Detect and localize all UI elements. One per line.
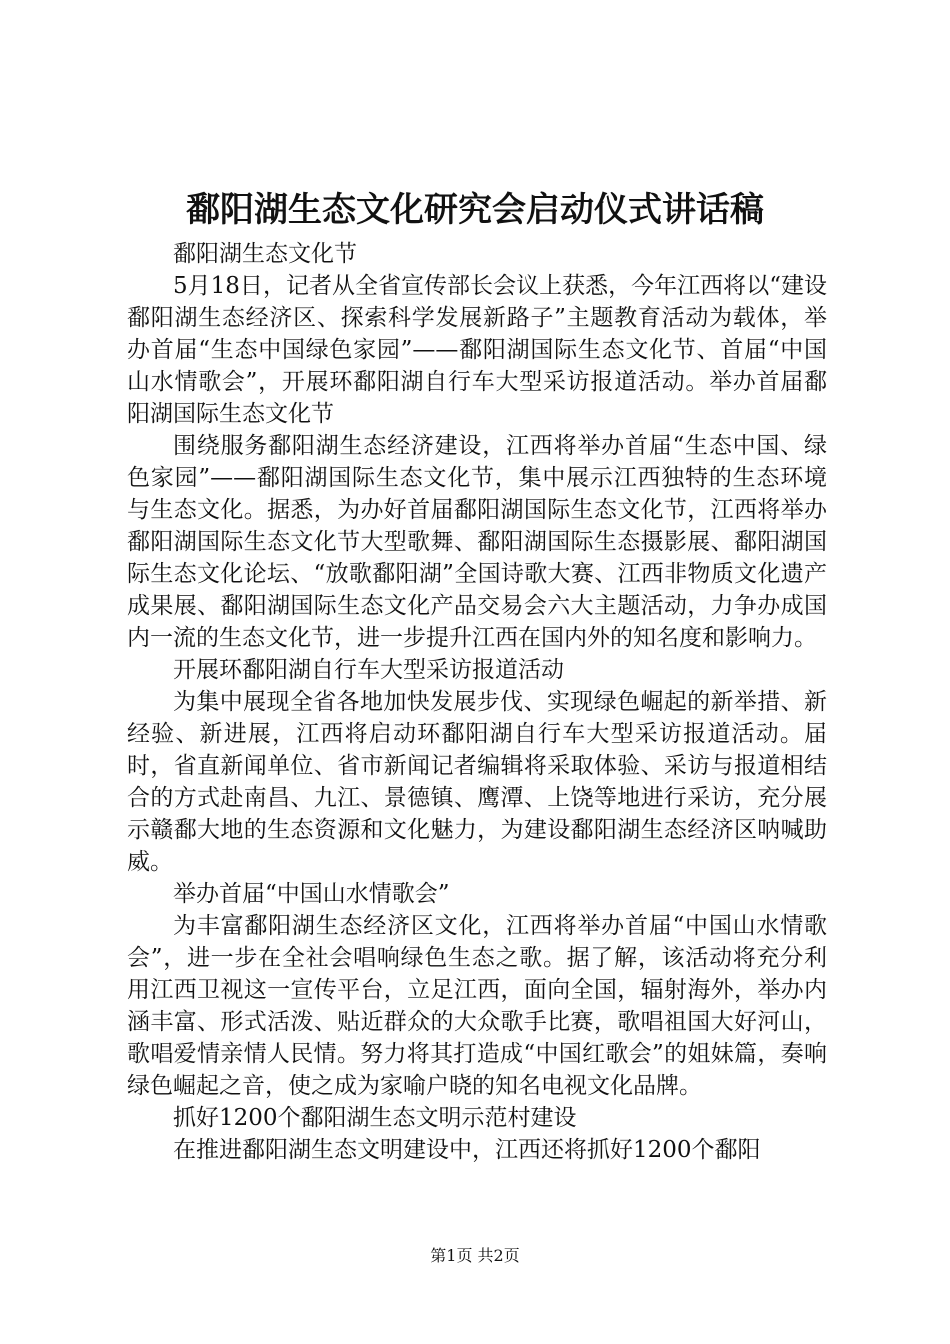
document-body (127, 238, 827, 1166)
page-number-footer: 第1页 共2页 (430, 1246, 520, 1265)
paragraph: 5月18日，记者从全省宣传部长会议上获悉，今年江西将以“建设鄱阳湖生态经济区、探索科学发展新路子”主题教育活动为载体，举办首届“生态中国绿色家园”——鄱阳湖国际生态文化节、首届“中国山水情歌会”，开展环鄱阳湖自行车大型采访报道活动。举办首届鄱阳湖国际生态文化节 (127, 273, 827, 427)
section-heading: 举办首届“中国山水情歌会” (173, 881, 450, 907)
section-heading: 抓好1200个鄱阳湖生态文明示范村建设 (173, 1105, 577, 1131)
paragraph: 为丰富鄱阳湖生态经济区文化，江西将举办首届“中国山水情歌会”，进一步在全社会唱响绿色生态之歌。据了解，该活动将充分利用江西卫视这一宣传平台，立足江西，面向全国，辐射海外，举办内涵丰富、形式活泼、贴近群众的大众歌手比赛，歌唱祖国大好河山，歌唱爱情亲情人民情。努力将其打造成“中国红歌会”的姐妹篇，奏响绿色崛起之音，使之成为家喻户晓的知名电视文化品牌。 (127, 913, 827, 1099)
section-heading: 开展环鄱阳湖自行车大型采访报道活动 (173, 657, 564, 683)
paragraph: 围绕服务鄱阳湖生态经济建设，江西将举办首届“生态中国、绿色家园”——鄱阳湖国际生态文化节，集中展示江西独特的生态环境与生态文化。据悉，为办好首届鄱阳湖国际生态文化节，江西将举办鄱阳湖国际生态文化节大型歌舞、鄱阳湖国际生态摄影展、鄱阳湖国际生态文化论坛、“放歌鄱阳湖”全国诗歌大赛、江西非物质文化遗产成果展、鄱阳湖国际生态文化产品交易会六大主题活动，力争办成国内一流的生态文化节，进一步提升江西在国内外的知名度和影响力。 (127, 433, 827, 651)
paragraph: 在推进鄱阳湖生态文明建设中，江西还将抓好1200个鄱阳 (173, 1137, 761, 1163)
section-heading: 鄱阳湖生态文化节 (173, 241, 357, 267)
paragraph: 为集中展现全省各地加快发展步伐、实现绿色崛起的新举措、新经验、新进展，江西将启动环鄱阳湖自行车大型采访报道活动。届时，省直新闻单位、省市新闻记者编辑将采取体验、采访与报道相结合的方式赴南昌、九江、景德镇、鹰潭、上饶等地进行采访，充分展示赣鄱大地的生态资源和文化魅力，为建设鄱阳湖生态经济区呐喊助威。 (127, 689, 827, 875)
document-title: 鄱阳湖生态文化研究会启动仪式讲话稿 (186, 190, 764, 230)
